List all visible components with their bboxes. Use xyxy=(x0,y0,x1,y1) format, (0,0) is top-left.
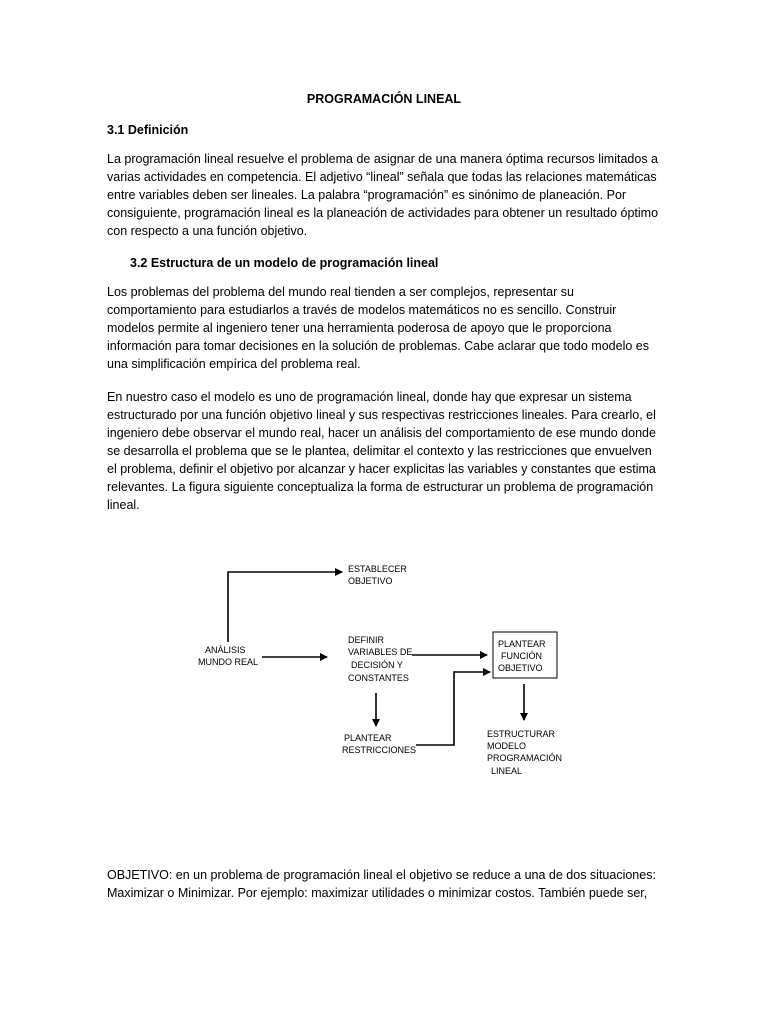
paragraph-objetivo: OBJETIVO: en un problema de programación lineal el objetivo se reduce a una de dos situaciones: Maximizar o Minimizar. Por ejemplo: maximizar utilidades o minimizar costos. También puede ser, xyxy=(107,868,656,900)
paragraph-estructura-2: En nuestro caso el modelo es uno de programación lineal, donde hay que expresar un sistema estructurado por una función objetivo lineal y sus respectivas restricciones lineales. Para crearlo, el ingeniero debe observar el mundo real, hacer un análisis del comportamiento de ese mundo donde se desarrolla el problema que se le plantea, delimitar el contexto y las restricciones que envuelven el problema, definir el objetivo por alcanzar y hacer explicitas las variables y constantes que estima relevantes. La figura siguiente conceptualiza la forma de estructurar un problema de programación lineal. xyxy=(107,390,656,512)
arrow-restricciones-to-funcion xyxy=(416,672,490,745)
label-analisis-mundo-real: ANÁLISIS MUNDO REAL xyxy=(198,645,259,667)
paragraph-estructura-1: Los problemas del problema del mundo real tienden a ser complejos, representar su comportamiento para estudiarlos a través de modelos matemáticos no es sencillo. Construir modelos permite al ingeniero tener una herramienta poderosa de apoyo que le proporciona información para tomar decisiones en la solución de problemas. Cabe aclarar que todo modelo es una simplificación empírica del problema real. xyxy=(107,285,649,371)
flow-diagram xyxy=(0,555,768,805)
paragraph-definicion: La programación lineal resuelve el problema de asignar de una manera óptima recursos limitados a varias actividades en competencia. El adjetivo “lineal” señala que todas las relaciones matemáticas entre variables deben ser lineales. La palabra “programación” es sinónimo de planeación. Por consiguiente, programación lineal es la planeación de actividades para obtener un resultado óptimo con respecto a una función objetivo. xyxy=(107,152,659,238)
section-heading-estructura: 3.2 Estructura de un modelo de programación lineal xyxy=(130,256,439,270)
label-plantear-funcion-objetivo: PLANTEAR FUNCIÓN OBJETIVO xyxy=(498,639,546,673)
label-plantear-restricciones: PLANTEAR RESTRICCIONES xyxy=(342,733,417,755)
label-establecer-objetivo: ESTABLECER OBJETIVO xyxy=(348,564,407,586)
page-title: PROGRAMACIÓN LINEAL xyxy=(306,92,462,106)
arrow-analisis-to-objetivo xyxy=(228,572,342,642)
section-heading-definicion: 3.1 Definición xyxy=(107,123,189,137)
label-definir-variables: DEFINIR VARIABLES DE DECISIÓN Y CONSTANTES xyxy=(348,635,413,683)
label-estructurar-modelo: ESTRUCTURAR MODELO PROGRAMACIÓN LINEAL xyxy=(487,729,563,776)
